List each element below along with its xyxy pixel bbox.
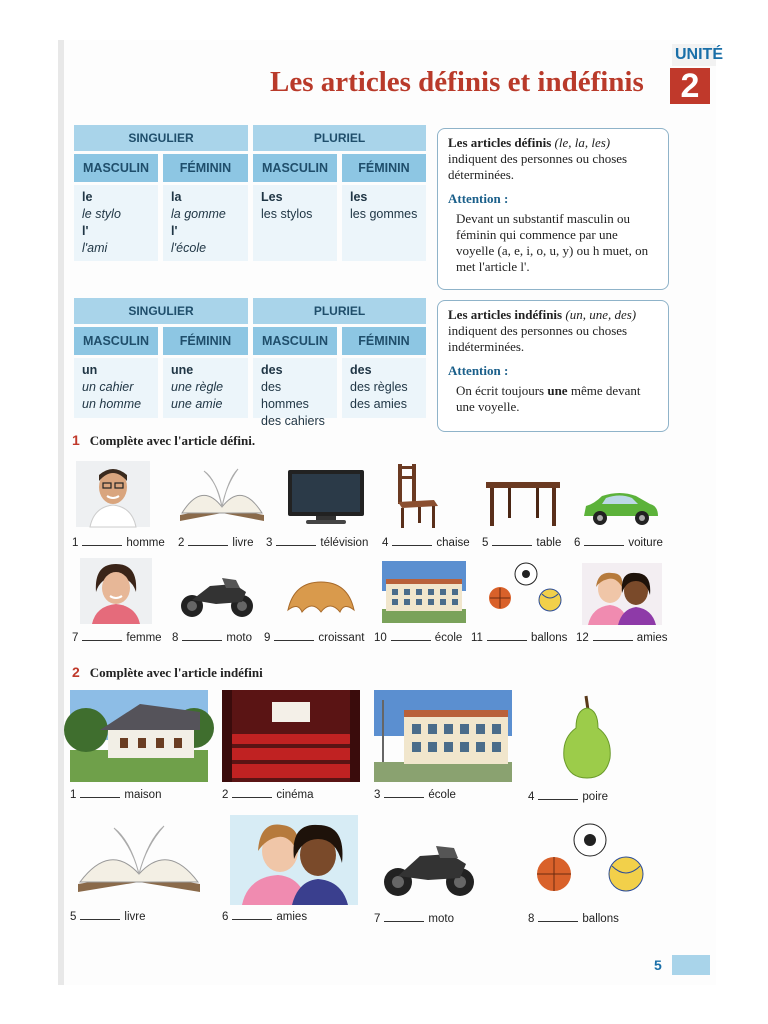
example: les gommes bbox=[350, 207, 418, 221]
answer-blank[interactable] bbox=[232, 910, 272, 920]
attention-text-part: même devant une voyelle. bbox=[456, 383, 641, 414]
example: des hommes bbox=[261, 380, 309, 411]
header-feminin: FÉMININ bbox=[342, 154, 426, 182]
pear-picture bbox=[556, 694, 618, 780]
col-singulier-feminin bbox=[163, 185, 248, 261]
article: un bbox=[82, 363, 98, 377]
ex1-item-4 bbox=[382, 536, 470, 549]
exercise-instruction: Complète avec l'article défini. bbox=[89, 433, 256, 448]
ex2-item-4 bbox=[528, 790, 608, 803]
article: une bbox=[171, 363, 194, 377]
answer-blank[interactable] bbox=[392, 536, 432, 546]
ex1-item-10 bbox=[374, 631, 462, 644]
rule-text: indiquent des personnes ou choses déterminées. bbox=[448, 151, 628, 182]
page-number: 5 bbox=[654, 957, 662, 973]
balls-picture bbox=[532, 822, 648, 896]
answer-blank[interactable] bbox=[584, 536, 624, 546]
article: des bbox=[350, 363, 372, 377]
answer-blank[interactable] bbox=[384, 788, 424, 798]
header-masculin: MASCULIN bbox=[74, 154, 158, 182]
answer-blank[interactable] bbox=[487, 631, 527, 641]
item-word: école bbox=[434, 632, 463, 644]
answer-blank[interactable] bbox=[274, 631, 314, 641]
answer-blank[interactable] bbox=[391, 631, 431, 641]
item-word: homme bbox=[126, 537, 165, 549]
balls-picture bbox=[484, 560, 564, 624]
example: des règles bbox=[350, 380, 408, 394]
header-masculin: MASCULIN bbox=[253, 154, 337, 182]
article: les bbox=[350, 190, 368, 204]
ex1-item-2 bbox=[178, 536, 254, 549]
item-word: croissant bbox=[318, 632, 365, 644]
item-word: voiture bbox=[628, 537, 663, 549]
item-word: école bbox=[428, 789, 456, 801]
croissant-picture bbox=[284, 572, 358, 622]
answer-blank[interactable] bbox=[182, 631, 222, 641]
item-word: ballons bbox=[530, 632, 568, 644]
ex2-item-2 bbox=[222, 788, 313, 801]
book-picture bbox=[176, 463, 268, 527]
friends-photo bbox=[230, 815, 358, 905]
item-word: amies bbox=[276, 911, 308, 923]
item-number: 6 bbox=[574, 537, 581, 549]
item-word: maison bbox=[124, 789, 162, 801]
example: un homme bbox=[82, 397, 142, 411]
ex1-item-11 bbox=[471, 631, 567, 644]
school-picture bbox=[382, 561, 466, 623]
ex2-item-1 bbox=[70, 788, 161, 801]
article: des bbox=[261, 363, 283, 377]
ex1-item-7 bbox=[72, 631, 162, 644]
item-word: cinéma bbox=[276, 789, 314, 801]
ex2-item-8 bbox=[528, 912, 619, 925]
item-number: 3 bbox=[374, 789, 381, 801]
answer-blank[interactable] bbox=[82, 536, 122, 546]
attention-text-part: On écrit toujours bbox=[456, 383, 548, 398]
header-pluriel: PLURIEL bbox=[253, 298, 426, 324]
item-word: livre bbox=[232, 537, 254, 549]
answer-blank[interactable] bbox=[80, 910, 120, 920]
ex1-item-3 bbox=[266, 536, 368, 549]
item-word: amies bbox=[636, 632, 668, 644]
item-number: 5 bbox=[482, 537, 489, 549]
example: l'ami bbox=[82, 241, 108, 255]
school-picture bbox=[374, 690, 512, 782]
article: l' bbox=[171, 224, 178, 238]
page-tab bbox=[672, 955, 710, 975]
table-picture bbox=[484, 478, 562, 528]
item-number: 3 bbox=[266, 537, 273, 549]
answer-blank[interactable] bbox=[82, 631, 122, 641]
unit-number: 2 bbox=[670, 68, 710, 104]
col-pluriel-feminin bbox=[342, 185, 426, 261]
exercise-instruction: Complète avec l'article indéfini bbox=[89, 665, 263, 680]
col-pluriel-masculin bbox=[253, 358, 337, 428]
attention-text: Devant un substantif masculin ou féminin qui commence par une voyelle (a, e, i, o, u, y) ou h muet, on met l'article l'. bbox=[456, 211, 649, 274]
cinema-picture bbox=[222, 690, 360, 782]
rule-articles: (un, une, des) bbox=[562, 307, 637, 322]
header-feminin: FÉMININ bbox=[163, 327, 248, 355]
answer-blank[interactable] bbox=[232, 788, 272, 798]
attention-keyword: une bbox=[547, 383, 568, 398]
example: l'école bbox=[171, 241, 207, 255]
page-title: Les articles définis et indéfinis bbox=[270, 66, 644, 98]
man-photo bbox=[76, 461, 150, 527]
answer-blank[interactable] bbox=[538, 790, 578, 800]
rule-term: Les articles définis bbox=[448, 135, 552, 150]
item-word: poire bbox=[582, 791, 608, 803]
motorcycle-picture bbox=[176, 570, 258, 620]
ex1-item-8 bbox=[172, 631, 252, 644]
chair-picture bbox=[392, 462, 440, 530]
exercise-number: 1 bbox=[72, 432, 80, 448]
ex1-item-1 bbox=[72, 536, 165, 549]
book-picture bbox=[74, 822, 204, 898]
woman-photo bbox=[80, 558, 152, 624]
example: une amie bbox=[171, 397, 223, 411]
rule-text: indiquent des personnes ou choses indéterminées. bbox=[448, 323, 628, 354]
item-number: 7 bbox=[72, 632, 79, 644]
item-number: 6 bbox=[222, 911, 229, 923]
answer-blank[interactable] bbox=[593, 631, 633, 641]
example: la gomme bbox=[171, 207, 226, 221]
item-word: chaise bbox=[436, 537, 470, 549]
article: Les bbox=[261, 190, 283, 204]
item-number: 4 bbox=[528, 791, 535, 803]
page-gutter bbox=[58, 40, 64, 985]
exercise-number: 2 bbox=[72, 664, 80, 680]
header-pluriel: PLURIEL bbox=[253, 125, 426, 151]
ex1-item-5 bbox=[482, 536, 561, 549]
article: l' bbox=[82, 224, 89, 238]
car-picture bbox=[580, 488, 662, 528]
answer-blank[interactable] bbox=[276, 536, 316, 546]
item-number: 2 bbox=[222, 789, 229, 801]
attention-label: Attention : bbox=[448, 363, 509, 378]
house-picture bbox=[70, 690, 208, 782]
item-number: 2 bbox=[178, 537, 185, 549]
exercise-1-heading bbox=[72, 432, 255, 449]
item-word: table bbox=[536, 537, 562, 549]
article: la bbox=[171, 190, 182, 204]
item-word: moto bbox=[428, 913, 454, 925]
header-singulier: SINGULIER bbox=[74, 298, 248, 324]
example: une règle bbox=[171, 380, 224, 394]
rule-articles: (le, la, les) bbox=[551, 135, 611, 150]
header-masculin: MASCULIN bbox=[253, 327, 337, 355]
item-number: 5 bbox=[70, 911, 77, 923]
col-singulier-masculin bbox=[74, 358, 158, 418]
table-articles-definis bbox=[74, 125, 426, 261]
item-number: 4 bbox=[382, 537, 389, 549]
example: des amies bbox=[350, 397, 407, 411]
header-feminin: FÉMININ bbox=[342, 327, 426, 355]
item-word: moto bbox=[226, 632, 252, 644]
header-singulier: SINGULIER bbox=[74, 125, 248, 151]
ex2-item-7 bbox=[374, 912, 454, 925]
ex2-item-6 bbox=[222, 910, 307, 923]
table-articles-indefinis bbox=[74, 298, 426, 428]
item-word: femme bbox=[126, 632, 162, 644]
item-word: télévision bbox=[320, 537, 369, 549]
ex2-item-5 bbox=[70, 910, 146, 923]
answer-blank[interactable] bbox=[188, 536, 228, 546]
item-word: ballons bbox=[582, 913, 619, 925]
example: un cahier bbox=[82, 380, 134, 394]
rule-intro bbox=[448, 135, 658, 183]
item-word: livre bbox=[124, 911, 146, 923]
rule-box-definis bbox=[437, 128, 669, 290]
ex1-item-6 bbox=[574, 536, 663, 549]
answer-blank[interactable] bbox=[384, 912, 424, 922]
rule-intro bbox=[448, 307, 658, 355]
answer-blank[interactable] bbox=[538, 912, 578, 922]
friends-photo bbox=[582, 563, 662, 625]
item-number: 11 bbox=[471, 632, 483, 644]
ex1-item-12 bbox=[576, 631, 667, 644]
item-number: 10 bbox=[374, 632, 387, 644]
rule-box-indefinis bbox=[437, 300, 669, 432]
header-masculin: MASCULIN bbox=[74, 327, 158, 355]
item-number: 1 bbox=[72, 537, 79, 549]
item-number: 7 bbox=[374, 913, 381, 925]
item-number: 9 bbox=[264, 632, 271, 644]
motorcycle-picture bbox=[378, 838, 480, 900]
example: le stylo bbox=[82, 207, 121, 221]
attention-text bbox=[448, 383, 658, 415]
ex1-item-9 bbox=[264, 631, 364, 644]
example: des cahiers bbox=[261, 414, 325, 428]
col-singulier-masculin bbox=[74, 185, 158, 261]
unit-label: UNITÉ bbox=[672, 44, 716, 66]
col-pluriel-feminin bbox=[342, 358, 426, 418]
ex2-item-3 bbox=[374, 788, 456, 801]
article: le bbox=[82, 190, 93, 204]
exercise-2-heading bbox=[72, 664, 263, 681]
header-feminin: FÉMININ bbox=[163, 154, 248, 182]
rule-term: Les articles indéfinis bbox=[448, 307, 563, 322]
example: les stylos bbox=[261, 207, 313, 221]
item-number: 8 bbox=[172, 632, 179, 644]
col-pluriel-masculin bbox=[253, 185, 337, 261]
item-number: 12 bbox=[576, 632, 589, 644]
attention-label: Attention : bbox=[448, 191, 509, 206]
answer-blank[interactable] bbox=[492, 536, 532, 546]
item-number: 8 bbox=[528, 913, 535, 925]
television-picture bbox=[286, 468, 366, 526]
item-number: 1 bbox=[70, 789, 77, 801]
answer-blank[interactable] bbox=[80, 788, 120, 798]
col-singulier-feminin bbox=[163, 358, 248, 418]
